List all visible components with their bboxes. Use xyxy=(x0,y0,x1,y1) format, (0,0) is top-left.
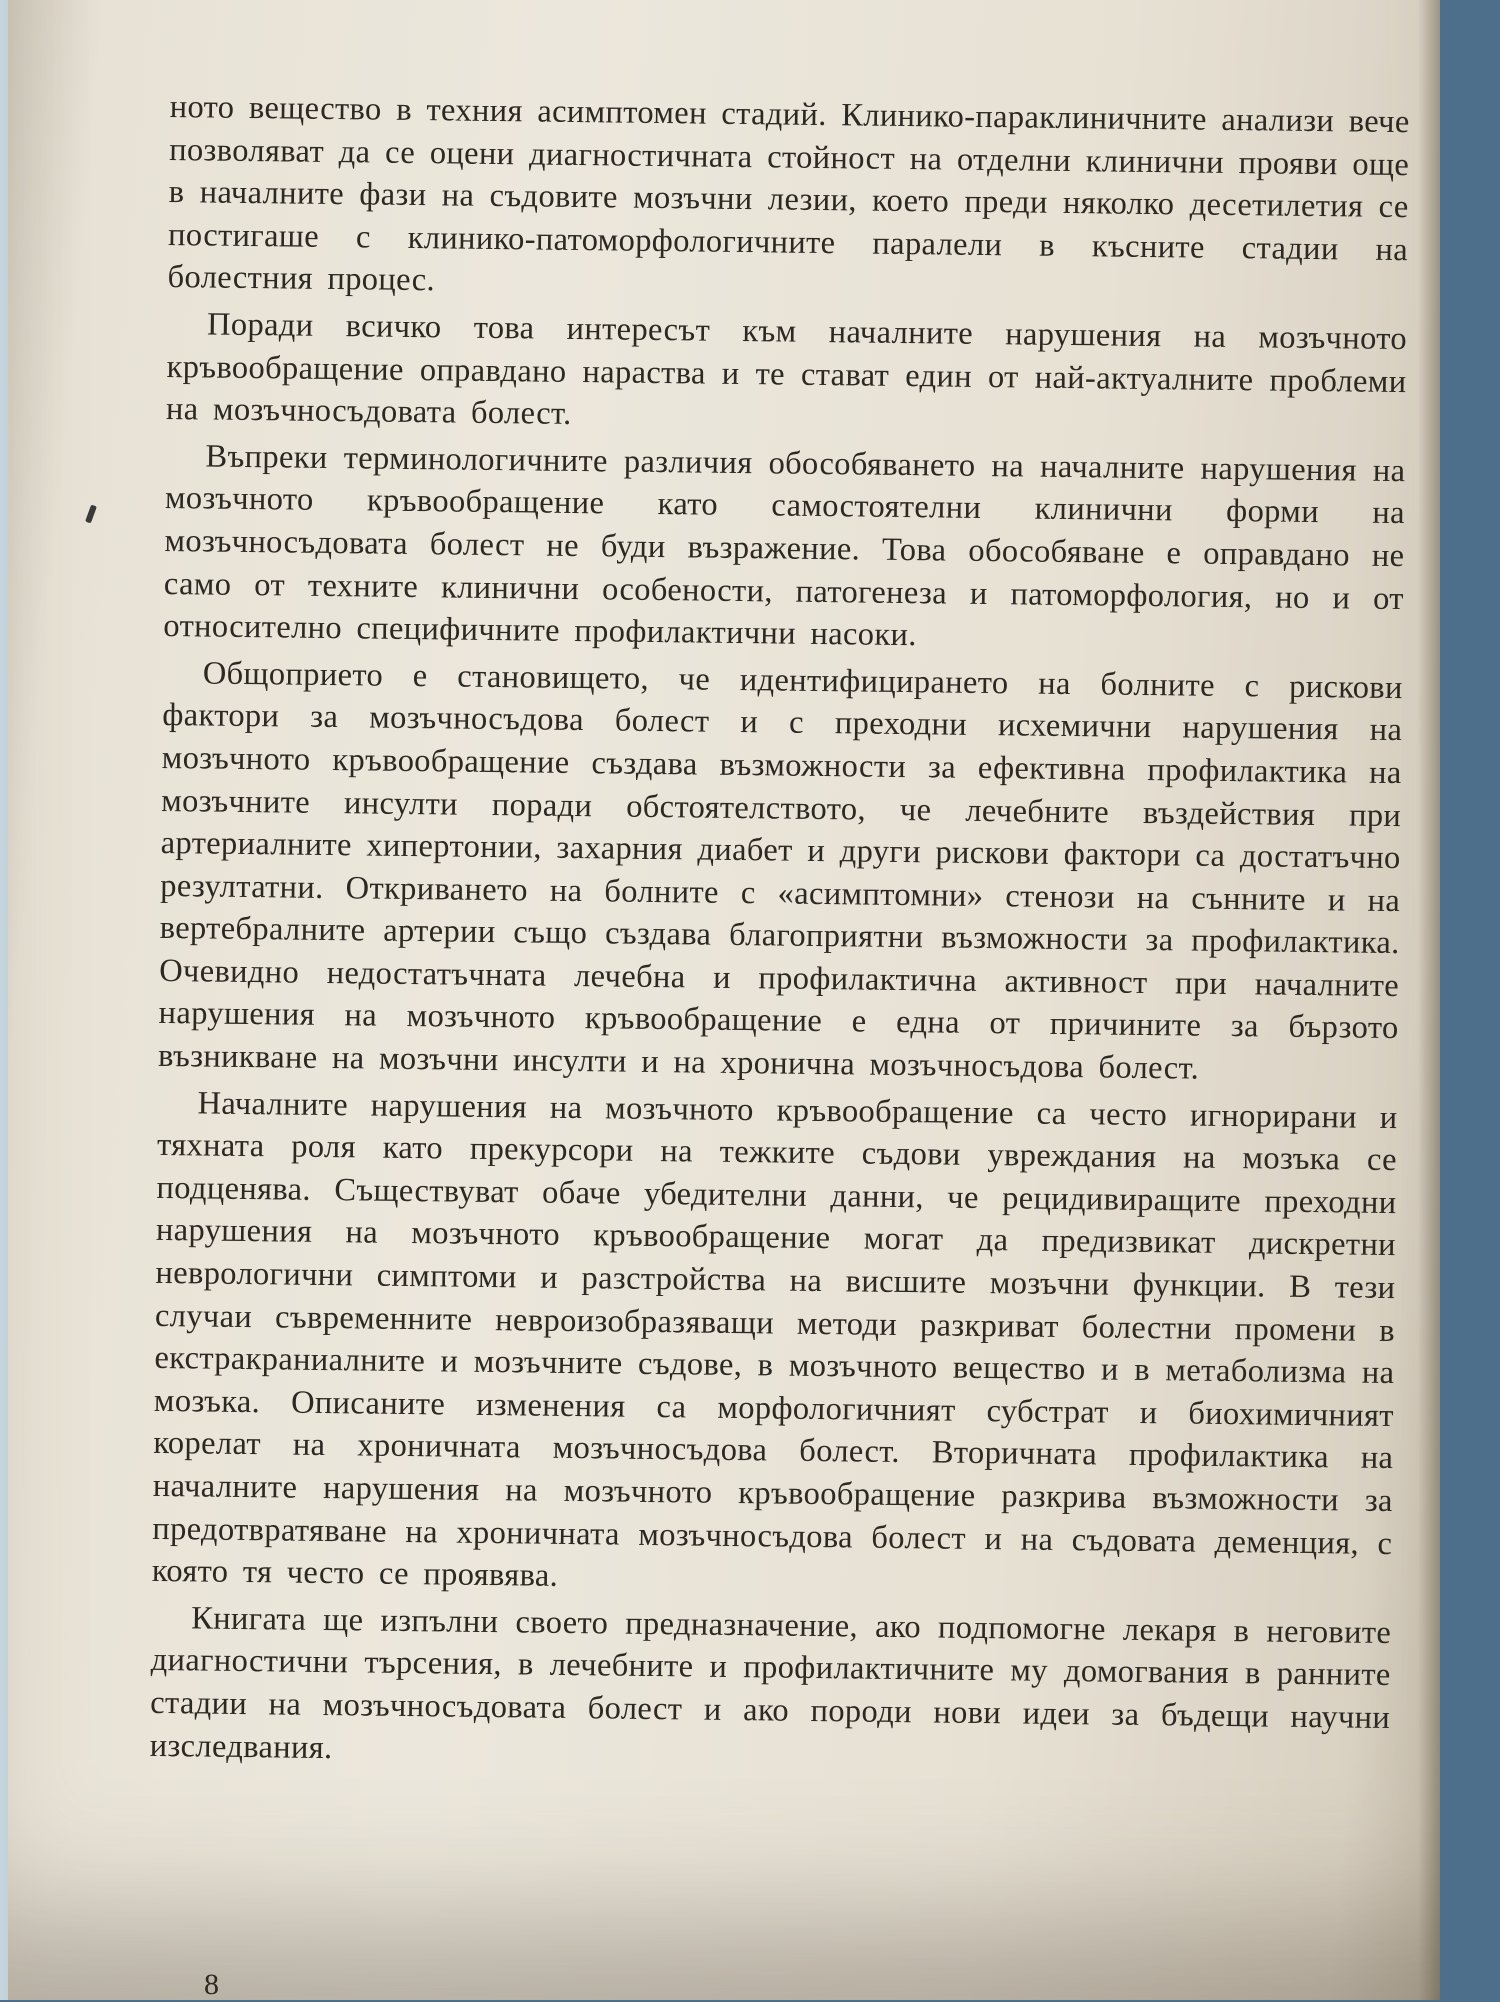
page-number: 8 xyxy=(204,1968,219,2001)
page-text xyxy=(149,86,1409,1786)
paragraph-2: Поради всичко това интересът към началните нарушения на мозъчното кръвообращение оправдано нараства и те стават един от най-актуалните проблеми на мозъчносъдовата болест. xyxy=(165,306,1408,433)
paragraph-1: ното вещество в техния асимптомен стадий. Клинико-параклиничните анализи вече позволяват да се оцени диагностичната стойност на отделни клинични прояви още в началните фази на съдовите мозъчни лезии, което преди няколко десетилетия се постигаше с клинико-патоморфологичните паралели в късните стадии на болестния процес. xyxy=(167,88,1410,299)
paragraph-4: Общоприето е становището, че идентифицирането на болните с рискови фактори за мозъчносъдова болест и с преходни исхемични нарушения на мозъчното кръвообращение създава възможности за ефективна профилактика на мозъчните инсулти поради обстоятелството, че лечебните въздействия при артериалните хипертонии, захарния диабет и други рискови фактори са достатъчно резултатни. Откриването на болните с «асимптомни» стенози на сънните и на вертебралните артерии също създава благоприятни възможности за профилактика. Очевидно недостатъчната лечебна и профилактична активност при началните нарушения на мозъчното кръвообращение е една от причините за бързото възникване на мозъчни инсулти и на хронична мозъчносъдова болест. xyxy=(157,655,1403,1087)
paragraph-3: Въпреки терминологичните различия обособяването на началните нарушения на мозъчното кръвообращение като самостоятелни клинични форми на мозъчносъдовата болест не буди възражение. Това обособяване е оправдано не само от техните клинични особености, патогенеза и патоморфология, но и от относително специфичните профилактични насоки. xyxy=(163,438,1406,654)
paragraph-6: Книгата ще изпълни своето предназначение, ако подпомогне лекаря в неговите диагностични търсения, в лечебните и профилактичните му домогвания в ранните стадии на мозъчносъдовата болест и ако породи нови идеи за бъдещи научни изследвания. xyxy=(149,1600,1392,1766)
pen-mark xyxy=(85,505,97,524)
book-page xyxy=(8,0,1440,2000)
paragraph-5: Началните нарушения на мозъчното кръвообращение са често игнорирани и тяхната роля като прекурсори на тежките съдови увреждания на мозъка се подценява. Съществуват обаче убедителни данни, че рецидивиращите преходни нарушения на мозъчното кръвообращение могат да предизвикат дискретни неврологични симптоми и разстройства на висшите мозъчни функции. В тези случаи съвременните невроизобразяващи методи разкриват болестни промени в екстракраниалните и мозъчните съдове, в мозъчното вещество и в метаболизма на мозъка. Описаните изменения са морфологичният субстрат и биохимичният корелат на хроничната мозъчносъдова болест. Вторичната профилактика на началните нарушения на мозъчното кръвообращение разкрива възможности за предотвратяване на хроничната мозъчносъдова болест и на съдовата деменция, с която тя често се проявява. xyxy=(151,1085,1398,1595)
